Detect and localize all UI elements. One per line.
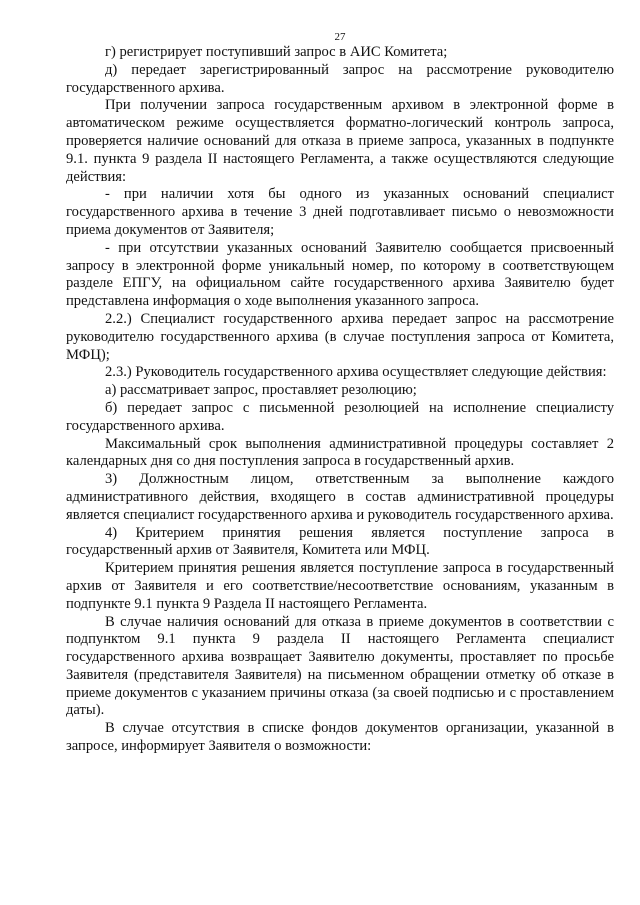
paragraph: д) передает зарегистрированный запрос на рассмотрение руководителю государственного архива. — [66, 61, 614, 96]
paragraph: - при отсутствии указанных оснований Заявителю сообщается присвоенный запросу в электронной форме уникальный номер, по которому в соответствующем разделе ЕПГУ, на официальном сайте государственного архива Заявителю будет представлена информация о ходе выполнения указанного запроса. — [66, 239, 614, 310]
document-body — [66, 44, 614, 756]
paragraph: Критерием принятия решения является поступление запроса в государственный архив от Заявителя и его соответствие/несоответствие основаниям, указанным в подпункте 9.1 пункта 9 Раздела II настоящего Регламента. — [66, 560, 614, 612]
paragraph: б) передает запрос с письменной резолюцией на исполнение специалисту государственного архива. — [66, 399, 614, 434]
paragraph: а) рассматривает запрос, проставляет резолюцию; — [105, 382, 417, 399]
paragraph: г) регистрирует поступивший запрос в АИС Комитета; — [105, 44, 448, 60]
paragraph: 3) Должностным лицом, ответственным за выполнение каждого административного действия, входящего в состав административной процедуры является специалист государственного архива и руководитель государственного архива. — [66, 471, 614, 523]
paragraph: В случае наличия оснований для отказа в приеме документов в соответствии с подпунктом 9.1 пункта 9 раздела II настоящего Регламента специалист государственного архива возвращает Заявителю документы, проставляет по просьбе Заявителя (представителя Заявителя) на письменном обращении отметку об отказе в приеме документов с указанием причины отказа (за своей подписью и с проставлением даты). — [66, 613, 614, 719]
page-number: 27 — [334, 31, 346, 43]
paragraph: 2.2.) Специалист государственного архива передает запрос на рассмотрение руководителю государственного архива (в случае поступления запроса от Комитета, МФЦ); — [66, 310, 614, 363]
paragraph: 2.3.) Руководитель государственного архива осуществляет следующие действия: — [105, 364, 607, 381]
paragraph: В случае отсутствия в списке фондов документов организации, указанной в запросе, информирует Заявителя о возможности: — [66, 720, 614, 755]
paragraph: При получении запроса государственным архивом в электронной форме в автоматическом режиме осуществляется форматно-логический контроль запроса, проверяется наличие оснований для отказа в приеме запроса, указанных в подпункте 9.1. пункта 9 раздела II настоящего Регламента, а также осуществляются следующие действия: — [66, 97, 614, 185]
paragraph: 4) Критерием принятия решения является поступление запроса в государственный архив от Заявителя, Комитета или МФЦ. — [66, 524, 614, 559]
document-page — [66, 30, 614, 756]
paragraph: Максимальный срок выполнения административной процедуры составляет 2 календарных дня со дня поступления запроса в государственный архив. — [66, 435, 614, 470]
paragraph: - при наличии хотя бы одного из указанных оснований специалист государственного архива в течение 3 дней подготавливает письмо о невозможности приема документов от Заявителя; — [66, 186, 614, 238]
